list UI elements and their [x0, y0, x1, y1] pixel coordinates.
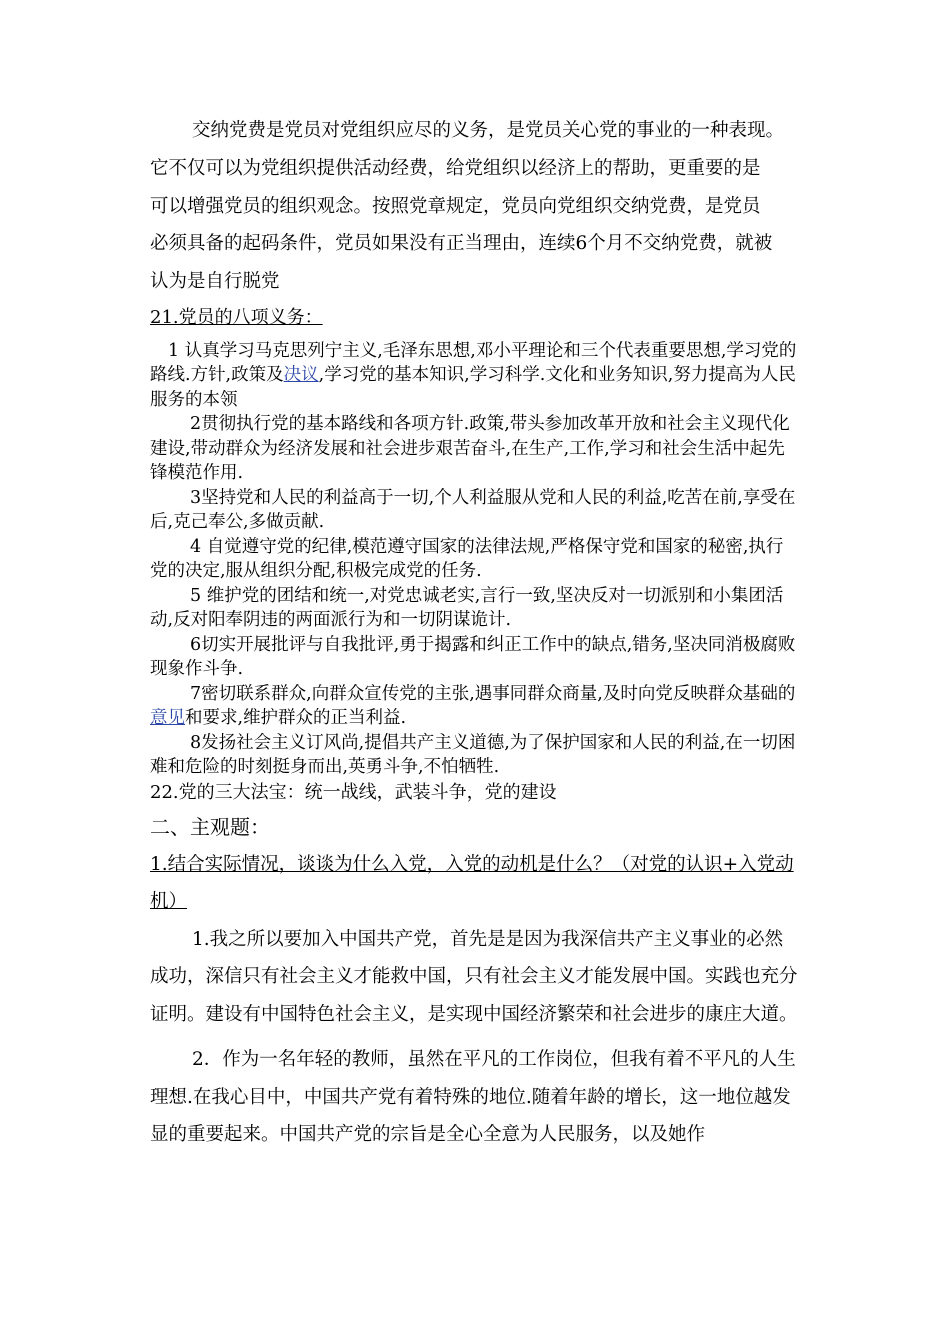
duty-item: 7密切联系群众,向群众宣传党的主张,遇事同群众商量,及时向党反映群众基础的意见和要求,维护群众的正当利益.: [150, 683, 796, 729]
link-resolution[interactable]: 决议: [283, 365, 319, 386]
duty-item: 6切实开展批评与自我批评,勇于揭露和纠正工作中的缺点,错务,坚决同消极腐败现象作斗争.: [150, 634, 796, 680]
document-page: [150, 112, 800, 1154]
intro-line: 必须具备的起码条件，党员如果没有正当理由，连续6个月不交纳党费，就被: [150, 233, 773, 255]
duty-item: 5 维护党的团结和统一,对党忠诚老实,言行一致,坚决反对一切派别和小集团活动,反对阳奉阴违的两面派行为和一切阴谋诡计.: [150, 585, 784, 631]
intro-paragraph: [150, 112, 800, 301]
answer-paragraph-1: 1.我之所以要加入中国共产党，首先是是因为我深信共产主义事业的必然成功，深信只有社会主义才能救中国，只有社会主义才能发展中国。实践也充分证明。建设有中国特色社会主义，是实现中国经济繁荣和社会进步的康庄大道。: [150, 928, 798, 1025]
duty-item: 1 认真学习马克思列宁主义,毛泽东思想,邓小平理论和三个代表重要思想,学习党的路线.方针,政策及决议,学习党的基本知识,学习科学.文化和业务知识,努力提高为人民服务的本领: [150, 340, 797, 410]
section-21-heading: 21.党员的八项义务：: [150, 306, 323, 328]
duty-item: 3坚持党和人民的利益高于一切,个人利益服从党和人民的利益,吃苦在前,享受在后,克己奉公,多做贡献.: [150, 487, 796, 533]
intro-line: 它不仅可以为党组织提供活动经费，给党组织以经济上的帮助，更重要的是: [150, 157, 761, 179]
duty-item: 4 自觉遵守党的纪律,模范遵守国家的法律法规,严格保守党和国家的秘密,执行党的决定,服从组织分配,积极完成党的任务.: [150, 536, 784, 582]
intro-line: 可以增强党员的组织观念。按照党章规定，党员向党组织交纳党费，是党员: [150, 195, 761, 217]
duty-item: 8发扬社会主义订风尚,提倡共产主义道德,为了保护国家和人民的利益,在一切困难和危险的时刻挺身而出,英勇斗争,不怕牺牲.: [150, 732, 796, 778]
section-22-text: 22.党的三大法宝：统一战线，武装斗争，党的建设: [150, 781, 557, 803]
intro-line: 交纳党费是党员对党组织应尽的义务，是党员关心党的事业的一种表现。: [192, 120, 785, 141]
link-opinion[interactable]: 意见: [150, 708, 185, 729]
answer-paragraph-2: 2．作为一名年轻的教师，虽然在平凡的工作岗位，但我有着不平凡的人生理想.在我心目中，中国共产党有着特殊的地位.随着年龄的增长，这一地位越发显的重要起来。中国共产党的宗旨是全心全意为人民服务，以及她作: [150, 1049, 796, 1146]
duty-item: 2贯彻执行党的基本路线和各项方针.政策,带头参加改革开放和社会主义现代化建设,带动群众为经济发展和社会进步艰苦奋斗,在生产,工作,学习和社会生活中起先锋模范作用.: [150, 414, 790, 484]
duties-list: [150, 339, 800, 780]
part-2-heading: 二、主观题：: [150, 814, 270, 839]
question-1: 1.结合实际情况，谈谈为什么入党，入党的动机是什么？（对党的认识+入党动机）: [150, 853, 794, 913]
intro-line: 认为是自行脱党: [150, 271, 280, 293]
